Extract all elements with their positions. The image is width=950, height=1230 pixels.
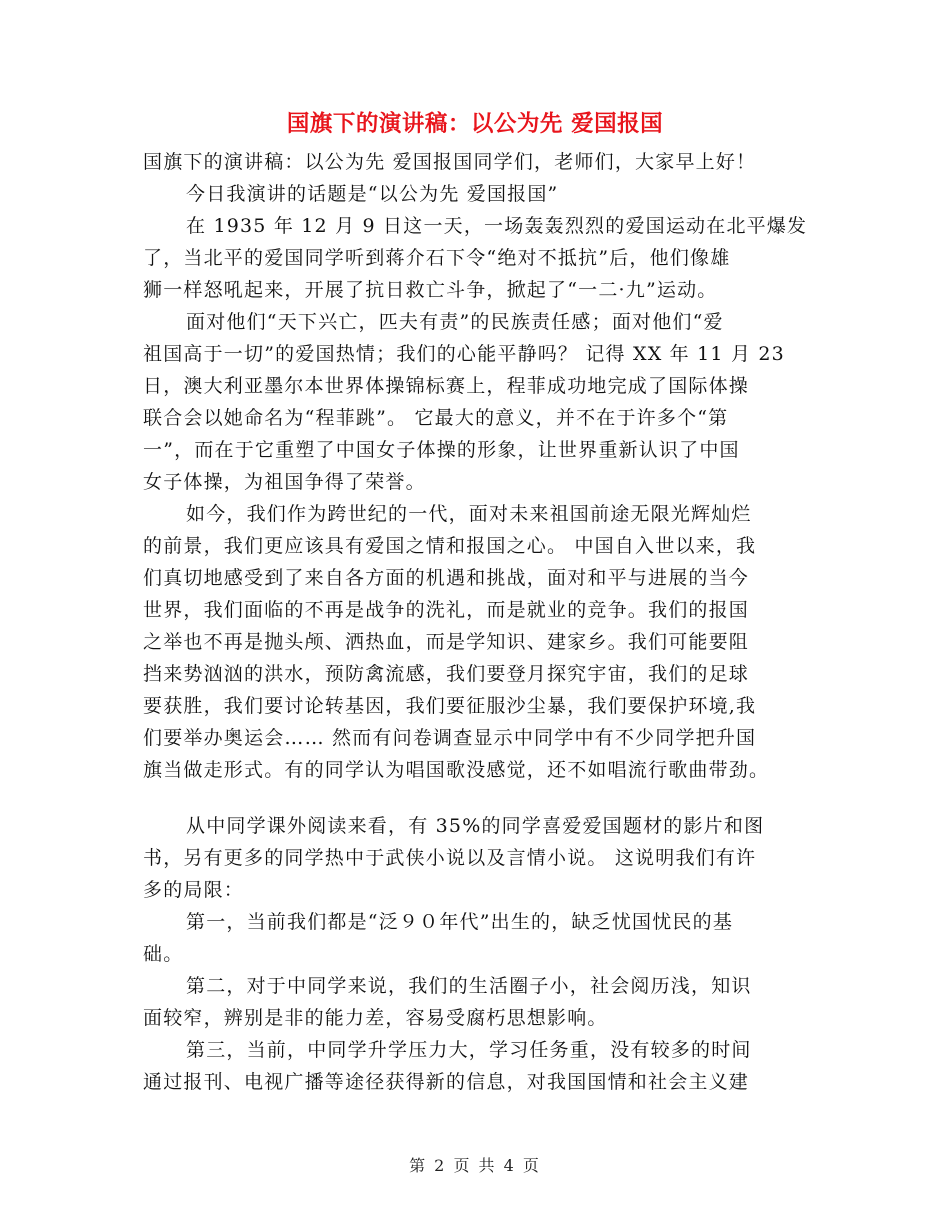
text-line: 面对他们“天下兴亡，匹夫有责”的民族责任感；面对他们“爱 — [186, 311, 724, 333]
text-line: 女子体操，为祖国争得了荣誉。 — [143, 471, 426, 493]
page-footer: 第 2 页 共 4 页 — [409, 1156, 541, 1175]
text-line: 要获胜，我们要讨论转基因，我们要征服沙尘暴，我们要保护环境,我 — [143, 695, 757, 717]
text-line: 挡来势汹汹的洪水，预防禽流感，我们要登月探究宇宙，我们的足球 — [143, 663, 750, 685]
text-line: 通过报刊、电视广播等途径获得新的信息，对我国国情和社会主义建 — [143, 1071, 750, 1093]
text-line: 如今，我们作为跨世纪的一代，面对未来祖国前途无限光辉灿烂 — [186, 503, 752, 525]
document-title: 国旗下的演讲稿：以公为先 爱国报国 — [286, 111, 664, 137]
text-line: 世界，我们面临的不再是战争的洗礼，而是就业的竞争。我们的报国 — [143, 599, 750, 621]
text-line: 书，另有更多的同学热中于武侠小说以及言情小说。 这说明我们有许 — [143, 847, 757, 869]
text-line: 祖国高于一切”的爱国热情；我们的心能平静吗？ 记得 XX 年 11 月 23 — [143, 343, 785, 365]
text-line: 面较窄，辨别是非的能力差，容易受腐朽思想影响。 — [143, 1007, 608, 1029]
text-line: 狮一样怒吼起来，开展了抗日救亡斗争，掀起了“一二·九”运动。 — [143, 279, 718, 301]
text-line: 在 1935 年 12 月 9 日这一天，一场轰轰烈烈的爱国运动在北平爆发 — [186, 215, 808, 237]
text-line: 们真切地感受到了来自各方面的机遇和挑战，面对和平与进展的当今 — [143, 567, 750, 589]
text-line: 的前景，我们更应该具有爱国之情和报国之心。 中国自入世以来，我 — [143, 535, 757, 557]
text-line: 第三，当前，中同学升学压力大，学习任务重，没有较多的时间 — [186, 1039, 752, 1061]
text-line: 们要举办奥运会…… 然而有问卷调查显示中同学中有不少同学把升国 — [143, 727, 757, 749]
text-line: 第二，对于中同学来说，我们的生活圈子小，社会阅历浅，知识 — [186, 975, 752, 997]
text-line: 旗当做走形式。有的同学认为唱国歌没感觉，还不如唱流行歌曲带劲。 — [143, 759, 770, 781]
text-line: 日，澳大利亚墨尔本世界体操锦标赛上，程菲成功地完成了国际体操 — [143, 375, 750, 397]
document-body — [143, 146, 808, 1098]
paragraph-gap — [143, 786, 803, 810]
text-line: 础。 — [143, 943, 184, 965]
text-line: 之举也不再是抛头颅、洒热血，而是学知识、建家乡。我们可能要阻 — [143, 631, 750, 653]
text-line: 国旗下的演讲稿：以公为先 爱国报国同学们，老师们，大家早上好！ — [143, 151, 757, 173]
text-line: 一”，而在于它重塑了中国女子体操的形象，让世界重新认识了中国 — [143, 439, 740, 461]
text-line: 从中同学课外阅读来看，有 35%的同学喜爱爱国题材的影片和图 — [186, 815, 765, 837]
text-line: 今日我演讲的话题是“以公为先 爱国报国” — [186, 183, 559, 205]
text-line: 了，当北平的爱国同学听到蒋介石下令“绝对不抵抗”后，他们像雄 — [143, 247, 731, 269]
text-line: 多的局限： — [143, 879, 245, 901]
text-line: 第一，当前我们都是“泛９０年代”出生的，缺乏忧国忧民的基 — [186, 911, 734, 933]
text-line: 联合会以她命名为“程菲跳”。 它最大的意义，并不在于许多个“第 — [143, 407, 729, 429]
